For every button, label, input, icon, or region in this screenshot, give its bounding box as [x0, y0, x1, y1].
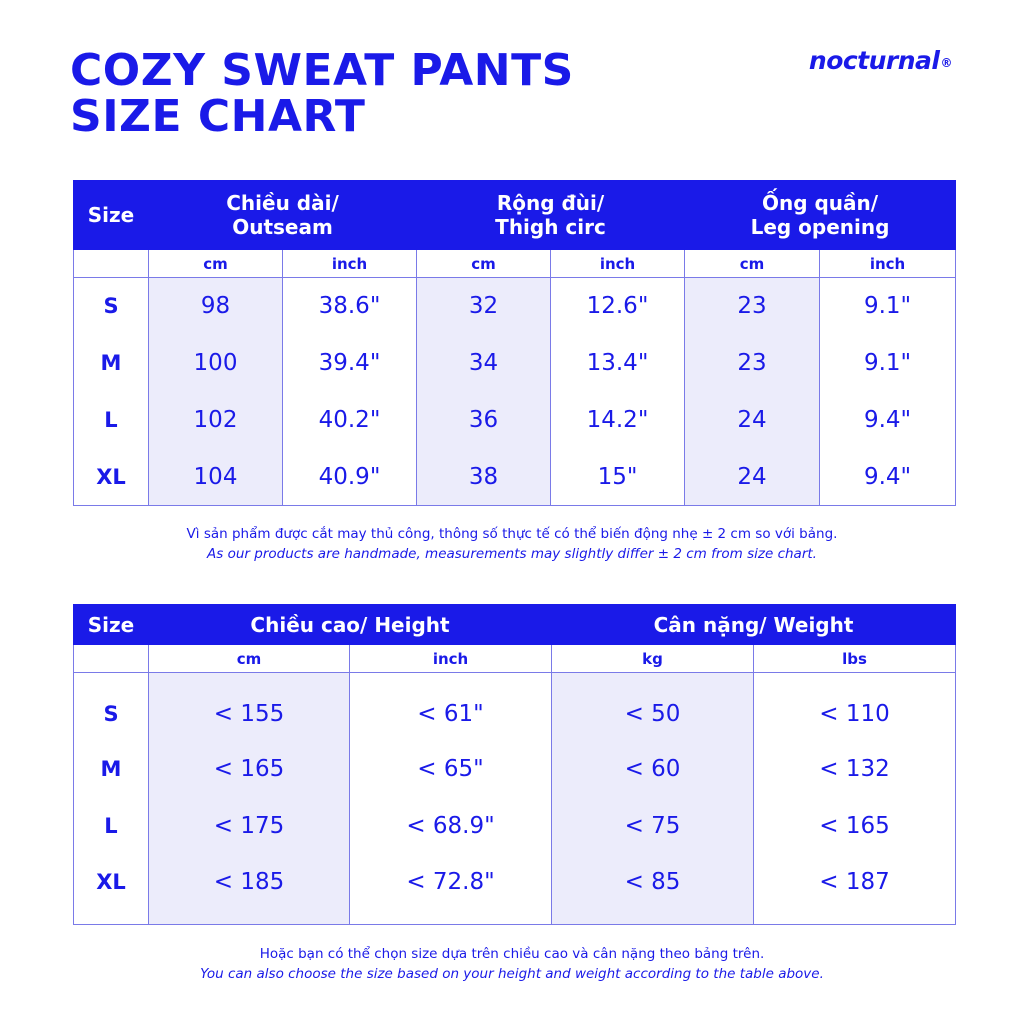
header-size: Size — [74, 181, 149, 250]
table-cell: 40.2" — [283, 392, 417, 449]
table-row — [74, 335, 956, 392]
size-label: L — [74, 798, 149, 855]
table-cell: 100 — [149, 335, 283, 392]
header-outseam-en: Outseam — [232, 215, 333, 239]
table-cell: < 65" — [350, 741, 552, 798]
table-cell: < 60 — [552, 741, 754, 798]
units-blank — [74, 645, 149, 673]
handmade-note — [0, 524, 1024, 564]
table-cell: 9.4" — [820, 449, 956, 506]
table-row — [74, 673, 956, 741]
table-cell: < 132 — [754, 741, 956, 798]
handmade-note-en: As our products are handmade, measurements may slightly differ ± 2 cm from size chart. — [207, 546, 817, 562]
size-label: S — [74, 673, 149, 741]
registered-mark: ® — [940, 56, 952, 70]
header-leg-vi: Ống quần/ — [761, 191, 879, 215]
units-row — [74, 250, 956, 278]
size-label: XL — [74, 855, 149, 925]
table-cell: < 155 — [149, 673, 350, 741]
size-guide-note-en: You can also choose the size based on your height and weight according to the table above. — [200, 966, 824, 982]
table-cell: < 165 — [149, 741, 350, 798]
unit-label: kg — [552, 645, 754, 673]
table-row — [74, 449, 956, 506]
title-line-2: SIZE CHART — [70, 91, 366, 142]
unit-label: lbs — [754, 645, 956, 673]
table-cell: 104 — [149, 449, 283, 506]
table-cell: < 175 — [149, 798, 350, 855]
unit-label: cm — [685, 250, 820, 278]
table-cell: < 75 — [552, 798, 754, 855]
unit-label: cm — [417, 250, 551, 278]
page-title — [70, 45, 574, 142]
table-cell: 9.1" — [820, 335, 956, 392]
table-cell: 9.1" — [820, 278, 956, 335]
header-size: Size — [74, 605, 149, 645]
table-cell: < 61" — [350, 673, 552, 741]
table-cell: < 50 — [552, 673, 754, 741]
size-label: S — [74, 278, 149, 335]
table-cell: 40.9" — [283, 449, 417, 506]
header-thigh-en: Thigh circ — [495, 215, 606, 239]
table-cell: 39.4" — [283, 335, 417, 392]
table-cell: 9.4" — [820, 392, 956, 449]
table-cell: 14.2" — [551, 392, 685, 449]
header-outseam — [149, 181, 417, 250]
table-cell: 36 — [417, 392, 551, 449]
title-line-1: COZY SWEAT PANTS — [70, 45, 574, 96]
table-cell: 23 — [685, 335, 820, 392]
table-cell: < 187 — [754, 855, 956, 925]
table-cell: < 85 — [552, 855, 754, 925]
table-cell: < 68.9" — [350, 798, 552, 855]
size-label: M — [74, 741, 149, 798]
unit-label: cm — [149, 250, 283, 278]
table-cell: 38 — [417, 449, 551, 506]
header-weight: Cân nặng/ Weight — [552, 605, 956, 645]
table-cell: 24 — [685, 449, 820, 506]
table-cell: < 110 — [754, 673, 956, 741]
table-cell: < 165 — [754, 798, 956, 855]
header-outseam-vi: Chiều dài/ — [226, 191, 339, 215]
table-cell: < 72.8" — [350, 855, 552, 925]
header-height: Chiều cao/ Height — [149, 605, 552, 645]
units-blank — [74, 250, 149, 278]
table-cell: 13.4" — [551, 335, 685, 392]
table-cell: 15" — [551, 449, 685, 506]
size-label: M — [74, 335, 149, 392]
table-cell: 98 — [149, 278, 283, 335]
table-header-row — [74, 181, 956, 250]
size-label: L — [74, 392, 149, 449]
unit-label: inch — [283, 250, 417, 278]
table-cell: 23 — [685, 278, 820, 335]
size-guide-note — [0, 944, 1024, 984]
table-cell: 102 — [149, 392, 283, 449]
units-row — [74, 645, 956, 673]
table-row — [74, 278, 956, 335]
header-leg-en: Leg opening — [750, 215, 890, 239]
table-header-row — [74, 605, 956, 645]
table-cell: < 185 — [149, 855, 350, 925]
handmade-note-vi: Vì sản phẩm được cắt may thủ công, thông số thực tế có thể biến động nhẹ ± 2 cm so với bảng. — [186, 526, 838, 542]
height-weight-table — [73, 604, 956, 925]
unit-label: inch — [350, 645, 552, 673]
unit-label: inch — [551, 250, 685, 278]
table-row — [74, 855, 956, 925]
header-thigh-vi: Rộng đùi/ — [496, 191, 605, 215]
header-thigh — [417, 181, 685, 250]
table-row — [74, 392, 956, 449]
unit-label: cm — [149, 645, 350, 673]
table-cell: 12.6" — [551, 278, 685, 335]
table-cell: 24 — [685, 392, 820, 449]
table-row — [74, 741, 956, 798]
size-label: XL — [74, 449, 149, 506]
brand-logo — [809, 46, 952, 75]
table-row — [74, 798, 956, 855]
header-leg-opening — [685, 181, 956, 250]
table-cell: 32 — [417, 278, 551, 335]
pants-measurement-table — [73, 180, 956, 506]
table-cell: 34 — [417, 335, 551, 392]
brand-name: nocturnal — [808, 46, 940, 75]
unit-label: inch — [820, 250, 956, 278]
table-cell: 38.6" — [283, 278, 417, 335]
size-guide-note-vi: Hoặc bạn có thể chọn size dựa trên chiều cao và cân nặng theo bảng trên. — [259, 946, 765, 962]
